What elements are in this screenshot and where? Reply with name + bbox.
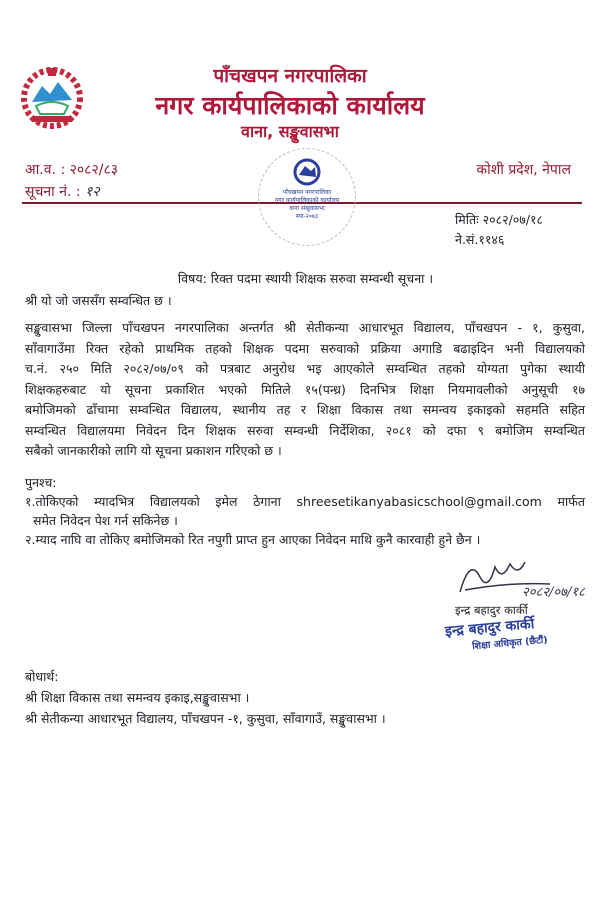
body-line: बमोजिमको ढाँचामा सम्वन्धित विद्यालय, स्थानीय तह र शिक्षा विकास तथा समन्वय इकाइको सहमति सहित [25, 402, 585, 417]
body-line: सम्वन्धित विद्यालयमा निवेदन दिन शिक्षक सरुवा सम्वन्धी निर्देशिका, २०८१ को दफा ९ बमोजिम सम्वन्धित [25, 423, 585, 438]
signature-date: २०८२/०७/१८ [522, 585, 585, 600]
signatory-title: शिक्षा अधिकृत (छैटौं) [471, 634, 549, 653]
letter-date: मितिः २०८२/०७/१८ [455, 212, 543, 227]
salutation: श्री यो जो जससँग सम्वन्धित छ । [25, 293, 172, 308]
stamp-line: नगर कार्यपालिकाको कार्यालय [274, 197, 340, 204]
municipality-name: पाँचखपन नगरपालिका [213, 65, 367, 87]
notice-number-label: सूचना नं. : [25, 184, 81, 200]
notice-number-row [25, 182, 100, 201]
province: कोशी प्रदेश, नेपाल [476, 162, 571, 178]
body-line: साँवागाउँमा रिक्त रहेको प्राथमिक तहको शिक्षक पदमा सरुवाको प्रक्रिया अगाडि बढाइदिन भनी विद्यालयको [25, 341, 585, 356]
cc-recipient: श्री सेतीकन्या आधारभूत विद्यालय, पाँचखपन -१, कुसुवा, साँवागाउँ, सङ्खुवासभा । [25, 711, 386, 726]
office-name: नगर कार्यपालिकाको कार्यालय [155, 91, 425, 120]
cc-recipient: श्री शिक्षा विकास तथा समन्वय इकाइ,सङ्खुवासभा । [25, 690, 250, 705]
signatory-name: इन्द्र बहादुर कार्की [455, 603, 528, 617]
office-stamp [258, 148, 356, 246]
postscript-label: पुनश्च: [25, 475, 57, 490]
nepal-sambat: ने.सं.११४६ [455, 232, 505, 247]
body-line: शिक्षकहरुबाट यो सूचना प्रकाशित भएको मितिले १५(पन्ध्र) दिनभित्र शिक्षा नियमावलीको अनुसूची १७ [25, 382, 585, 397]
postscript-item-1: १.तोकिएको म्यादभित्र विद्यालयको इमेल ठेगाना shreesetikanyabasicschool@gmail.com मार्फत [25, 494, 585, 509]
body-line: सबैको जानकारीको लागि यो सूचना प्रकाशन गरिएको छ । [25, 443, 282, 458]
notice-number: १२ [85, 184, 100, 200]
office-address: वाना, सङ्खुवासभा [241, 122, 339, 141]
postscript-item-1-cont: समेत निवेदन पेश गर्न सकिनेछ । [33, 513, 178, 528]
body-line: सङ्खुवासभा जिल्ला पाँचखपन नगरपालिका अन्तर्गत श्री सेतीकन्या आधारभूत विद्यालय, पाँचखपन - १, कुसुवा, [25, 320, 585, 335]
cc-label: बोधार्थ: [25, 669, 59, 684]
stamp-emblem-icon [292, 157, 322, 187]
stamp-line: स्था-२०७३ [295, 213, 319, 220]
fiscal-year: आ.व. : २०८२/८३ [25, 162, 119, 178]
body-line: च.नं. २५० मिति २०८२/०७/०९ को पत्रबाट अनुरोध भइ आएकोले सम्वन्धित तहको योग्यता पुगेका स्थायी [25, 361, 585, 376]
postscript-item-2: २.म्याद नाघि वा तोकिए बमोजिमको रित नपुगी प्राप्त हुन आएका निवेदन माथि कुनै कारवाही हुने छैन । [25, 532, 481, 547]
stamp-line: पाँचखपन नगरपालिका [282, 189, 332, 196]
signatory-stamp-name: इन्द्र बहादुर कार्की [444, 616, 535, 640]
subject: विषय: रिक्त पदमा स्थायी शिक्षक सरुवा सम्वन्धी सूचना । [177, 271, 434, 286]
stamp-line: वाना संखुवासभा [289, 205, 325, 212]
handwritten-signature [450, 552, 600, 602]
